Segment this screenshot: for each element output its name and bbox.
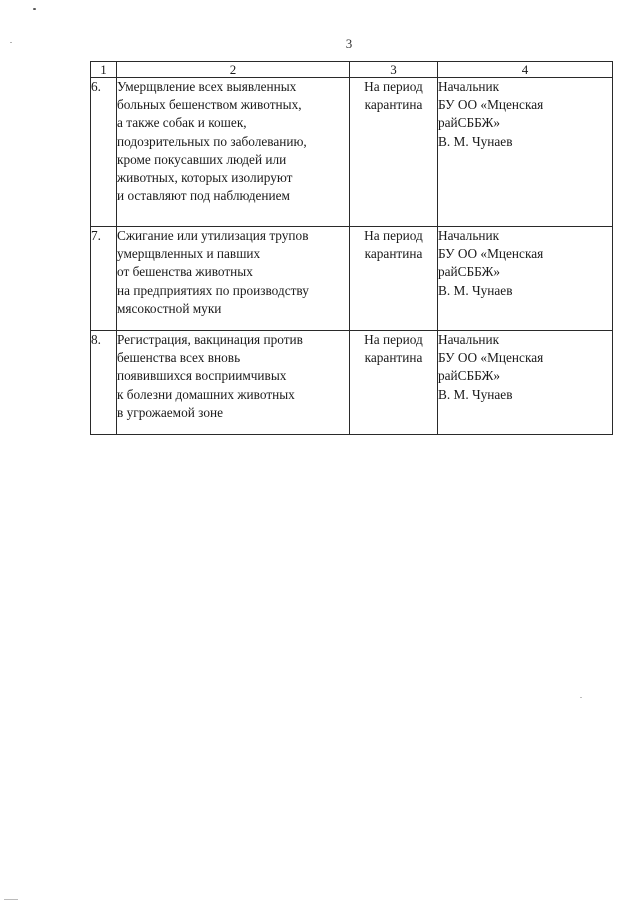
measure-line: подозрительных по заболеванию, xyxy=(117,133,307,149)
measure-line: Умерщвление всех выявленных xyxy=(117,79,297,94)
responsible-line: райСББЖ» xyxy=(438,368,501,384)
period-cell xyxy=(350,331,438,435)
column-header: 2 xyxy=(117,62,350,78)
measure-line: Сжигание или утилизация трупов xyxy=(117,228,309,243)
period-line: На период xyxy=(364,228,423,243)
period-line: карантина xyxy=(364,246,423,262)
table-header-row xyxy=(91,62,613,78)
measure-line: кроме покусавших людей или xyxy=(117,151,287,167)
row-number: 7. xyxy=(91,227,117,331)
responsible-line: БУ ОО «Мценская xyxy=(438,97,544,113)
responsible-line: Начальник xyxy=(438,228,500,243)
responsible-line: В. М. Чунаев xyxy=(438,133,513,149)
measure-line: к болезни домашних животных xyxy=(117,386,295,402)
measure-line: от бешенства животных xyxy=(117,264,253,280)
responsible-line: БУ ОО «Мценская xyxy=(438,246,544,262)
row-number: 6. xyxy=(91,78,117,227)
period-line: карантина xyxy=(364,97,423,113)
responsible-cell xyxy=(438,78,613,227)
measure-line: в угрожаемой зоне xyxy=(117,404,224,420)
period-line: На период xyxy=(364,79,423,94)
measure-line: появившихся восприимчивых xyxy=(117,368,287,384)
column-header: 1 xyxy=(91,62,117,78)
responsible-line: БУ ОО «Мценская xyxy=(438,350,544,366)
scan-speck xyxy=(580,697,582,698)
column-header: 4 xyxy=(438,62,613,78)
responsible-line: Начальник xyxy=(438,332,500,347)
table-row xyxy=(91,331,613,435)
measure-line: умерщвленных и павших xyxy=(117,246,261,262)
responsible-line: райСББЖ» xyxy=(438,264,501,280)
measure-cell xyxy=(117,78,350,227)
column-header: 3 xyxy=(350,62,438,78)
measure-line: на предприятиях по производству xyxy=(117,282,309,298)
measure-line: животных, которых изолируют xyxy=(117,170,293,186)
period-line: На период xyxy=(364,332,423,347)
page-number: 3 xyxy=(345,36,353,51)
responsible-cell xyxy=(438,331,613,435)
scan-speck xyxy=(4,899,18,900)
table-row xyxy=(91,78,613,227)
measure-line: а также собак и кошек, xyxy=(117,115,247,131)
period-cell xyxy=(350,227,438,331)
measure-line: больных бешенством животных, xyxy=(117,97,302,113)
measure-cell xyxy=(117,227,350,331)
measures-table xyxy=(90,61,613,435)
measure-line: и оставляют под наблюдением xyxy=(117,188,290,204)
measure-line: бешенства всех вновь xyxy=(117,350,241,366)
period-cell xyxy=(350,78,438,227)
period-line: карантина xyxy=(364,350,423,366)
table-row xyxy=(91,227,613,331)
responsible-line: Начальник xyxy=(438,79,500,94)
measure-line: Регистрация, вакцинация против xyxy=(117,332,303,347)
responsible-line: В. М. Чунаев xyxy=(438,282,513,298)
responsible-line: райСББЖ» xyxy=(438,115,501,131)
row-number: 8. xyxy=(91,331,117,435)
measure-line: мясокостной муки xyxy=(117,300,222,316)
measure-cell xyxy=(117,331,350,435)
responsible-cell xyxy=(438,227,613,331)
responsible-line: В. М. Чунаев xyxy=(438,386,513,402)
scan-speck xyxy=(33,8,36,10)
